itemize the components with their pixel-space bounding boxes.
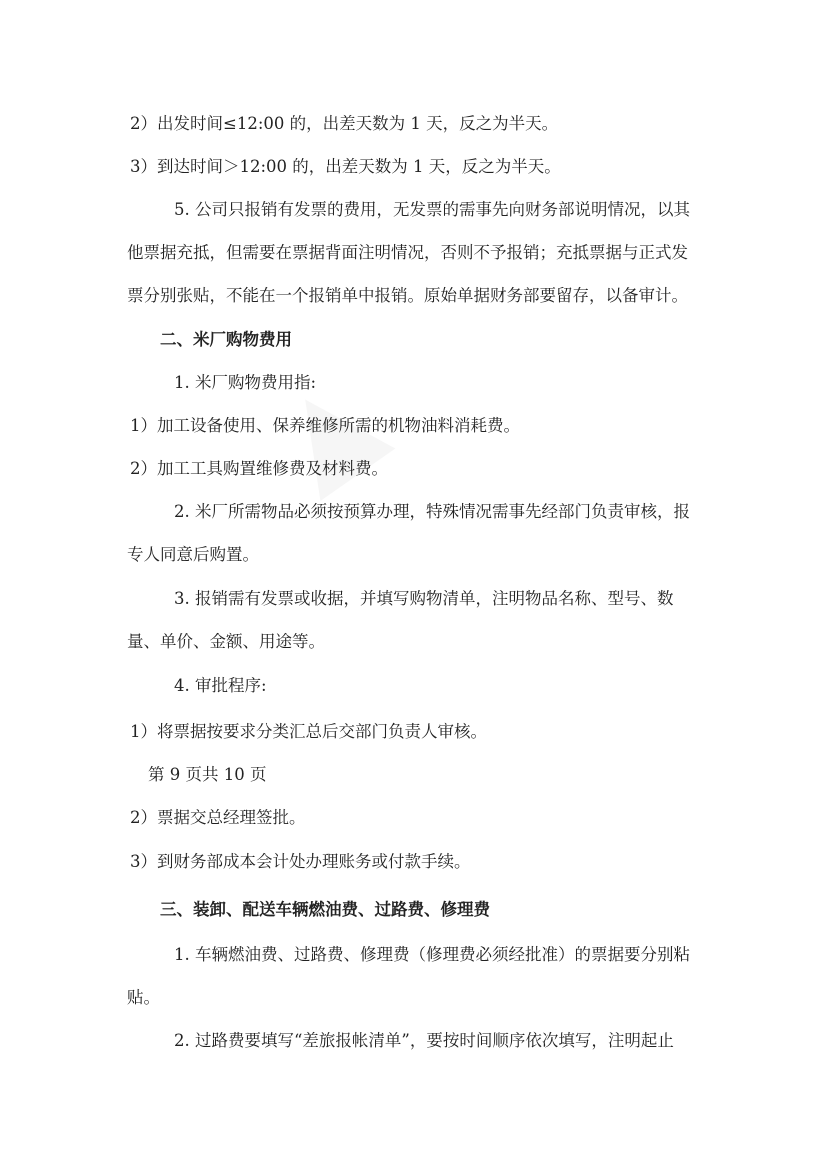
paragraph-line: 票分别张贴，不能在一个报销单中报销。原始单据财务部要留存，以备审计。	[127, 286, 688, 305]
paragraph-line: 量、单价、金额、用途等。	[127, 632, 325, 651]
list-item: 3）到达时间＞12:00 的，出差天数为 1 天，反之为半天。	[130, 157, 561, 176]
section-heading: 二、米厂购物费用	[160, 330, 292, 349]
page-number: 第 9 页共 10 页	[148, 765, 267, 784]
paragraph-line: 2. 米厂所需物品必须按预算办理，特殊情况需事先经部门负责审核，报	[174, 502, 690, 521]
list-item: 1. 米厂购物费用指:	[174, 373, 317, 392]
paragraph-line: 他票据充抵，但需要在票据背面注明情况，否则不予报销；充抵票据与正式发	[127, 243, 688, 262]
paragraph-line: 专人同意后购置。	[127, 545, 259, 564]
section-heading: 三、装卸、配送车辆燃油费、过路费、修理费	[160, 900, 490, 919]
list-item: 4. 审批程序:	[174, 676, 267, 695]
paragraph-line: 2. 过路费要填写“差旅报帐清单”，要按时间顺序依次填写，注明起止	[174, 1031, 674, 1050]
paragraph-line: 5. 公司只报销有发票的费用，无发票的需事先向财务部说明情况，以其	[174, 200, 690, 219]
paragraph-line: 贴。	[127, 988, 160, 1007]
paragraph-line: 1. 车辆燃油费、过路费、修理费（修理费必须经批准）的票据要分别粘	[174, 945, 690, 964]
list-item: 3）到财务部成本会计处办理账务或付款手续。	[130, 852, 471, 871]
list-item: 2）票据交总经理签批。	[130, 808, 306, 827]
list-item: 1）加工设备使用、保养维修所需的机物油料消耗费。	[130, 416, 520, 435]
list-item: 1）将票据按要求分类汇总后交部门负责人审核。	[130, 722, 487, 741]
paragraph-line: 3. 报销需有发票或收据，并填写购物清单，注明物品名称、型号、数	[174, 589, 674, 608]
list-item: 2）出发时间≤12:00 的，出差天数为 1 天，反之为半天。	[130, 114, 559, 133]
list-item: 2）加工工具购置维修费及材料费。	[130, 459, 388, 478]
